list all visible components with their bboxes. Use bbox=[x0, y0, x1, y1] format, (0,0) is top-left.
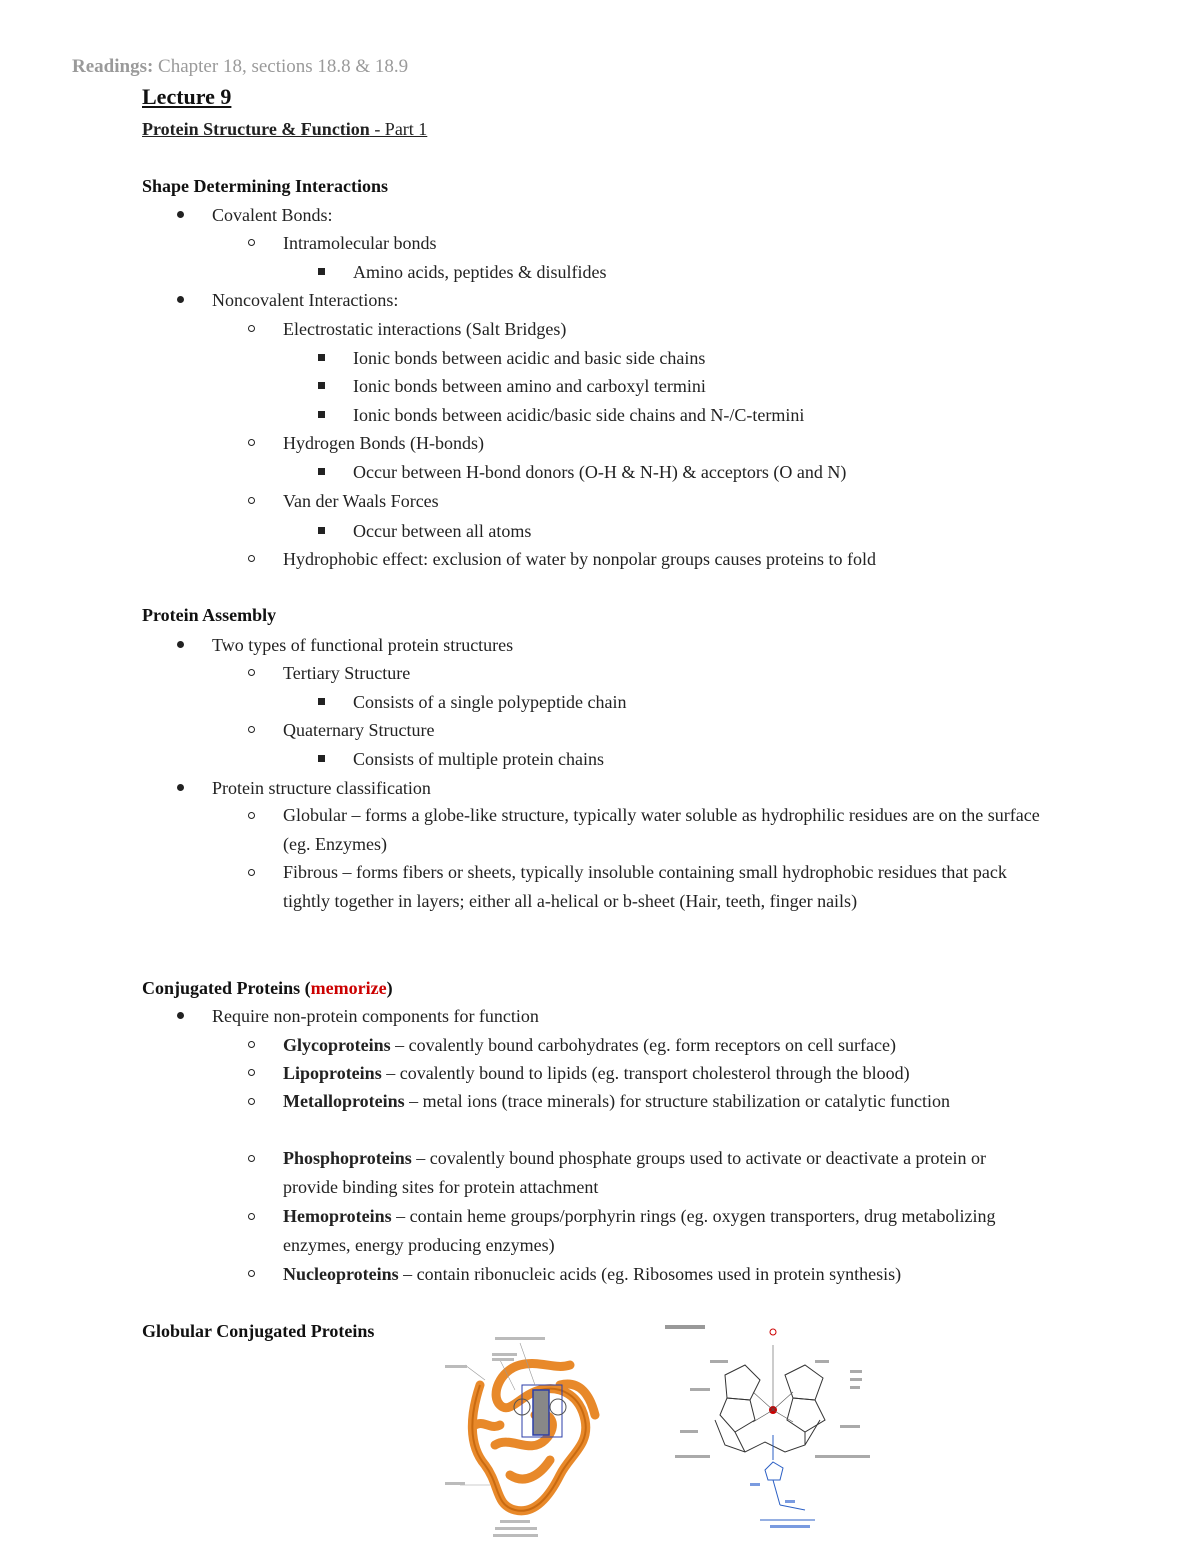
bullet-circle bbox=[248, 812, 255, 819]
bullet-disc bbox=[177, 296, 184, 303]
memorize-label: memorize bbox=[310, 978, 387, 998]
term: Metalloproteins bbox=[283, 1091, 405, 1111]
list-item: Amino acids, peptides & disulfides bbox=[353, 262, 607, 282]
lecture-subtitle bbox=[142, 118, 427, 140]
list-item: Intramolecular bonds bbox=[283, 233, 437, 253]
term-desc: – covalently bound phosphate groups used to activate or deactivate a protein or provide binding sites for protein attachment bbox=[283, 1148, 987, 1197]
list-item: Globular – forms a globe-like structure, typically water soluble as hydrophilic residues are on the surface (eg. Enzymes) bbox=[283, 805, 1040, 854]
list-item: Electrostatic interactions (Salt Bridges) bbox=[283, 319, 567, 339]
list-item: Consists of multiple protein chains bbox=[353, 749, 604, 769]
term: Hemoproteins bbox=[283, 1206, 392, 1226]
bullet-square bbox=[318, 268, 325, 275]
list-item: Van der Waals Forces bbox=[283, 491, 439, 511]
list-item: Hydrogen Bonds (H-bonds) bbox=[283, 433, 484, 453]
bullet-square bbox=[318, 382, 325, 389]
bullet-circle bbox=[248, 325, 255, 332]
bullet-circle bbox=[248, 1155, 255, 1162]
bullet-disc bbox=[177, 784, 184, 791]
conjugated-item bbox=[283, 1144, 1043, 1201]
term-desc: – covalently bound carbohydrates (eg. form receptors on cell surface) bbox=[390, 1035, 896, 1055]
section-heading-conjugated bbox=[142, 977, 393, 999]
histidine-ring bbox=[550, 1399, 566, 1415]
bullet-circle bbox=[248, 869, 255, 876]
heading-part: Conjugated Proteins ( bbox=[142, 978, 311, 998]
heme-structure-figure bbox=[665, 1320, 880, 1545]
bullet-circle bbox=[248, 1213, 255, 1220]
bullet-square bbox=[318, 527, 325, 534]
term: Nucleoproteins bbox=[283, 1264, 399, 1284]
list-item: Ionic bonds between amino and carboxyl termini bbox=[353, 376, 706, 396]
term: Phosphoproteins bbox=[283, 1148, 412, 1168]
bullet-circle bbox=[248, 497, 255, 504]
figure-caption-placeholder bbox=[665, 1325, 705, 1329]
list-item: Occur between H-bond donors (O-H & N-H) & acceptors (O and N) bbox=[353, 462, 847, 482]
bullet-circle bbox=[248, 726, 255, 733]
list-item: Two types of functional protein structures bbox=[212, 635, 514, 655]
conjugated-item bbox=[283, 1202, 1043, 1259]
term-desc: – metal ions (trace minerals) for structure stabilization or catalytic function bbox=[404, 1091, 950, 1111]
bullet-circle bbox=[248, 1098, 255, 1105]
subtitle-rest: - Part 1 bbox=[369, 119, 428, 139]
conjugated-item bbox=[283, 1263, 901, 1285]
bullet-disc bbox=[177, 211, 184, 218]
section-heading-shape: Shape Determining Interactions bbox=[142, 176, 388, 196]
section-heading-globular-conjugated: Globular Conjugated Proteins bbox=[142, 1321, 375, 1341]
bullet-square bbox=[318, 468, 325, 475]
list-item: Consists of a single polypeptide chain bbox=[353, 692, 627, 712]
bullet-square bbox=[318, 698, 325, 705]
histidine-ligand bbox=[760, 1435, 815, 1520]
term: Glycoproteins bbox=[283, 1035, 391, 1055]
list-item: Covalent Bonds: bbox=[212, 205, 333, 225]
conjugated-item bbox=[283, 1034, 896, 1056]
bullet-circle bbox=[248, 669, 255, 676]
list-item: Noncovalent Interactions: bbox=[212, 290, 399, 310]
heading-part: ) bbox=[386, 978, 393, 998]
list-item: Occur between all atoms bbox=[353, 521, 532, 541]
term-desc: – contain ribonucleic acids (eg. Ribosomes used in protein synthesis) bbox=[398, 1264, 902, 1284]
bullet-square bbox=[318, 411, 325, 418]
list-item: Fibrous – forms fibers or sheets, typically insoluble containing small hydrophobic residues that pack tightly together in layers; either all a-helical or b-sheet (Hair, teeth, finger nails) bbox=[283, 862, 1007, 911]
readings-text: Chapter 18, sections 18.8 & 18.9 bbox=[153, 56, 409, 77]
readings-label: Readings: bbox=[72, 56, 154, 77]
conjugated-item bbox=[283, 1087, 1043, 1116]
term-desc: – contain heme groups/porphyrin rings (eg. oxygen transporters, drug metabolizing enzymes, energy producing enzymes) bbox=[283, 1206, 996, 1255]
myoglobin-figure bbox=[440, 1325, 615, 1545]
bullet-circle bbox=[248, 439, 255, 446]
lecture-title: Lecture 9 bbox=[142, 84, 232, 109]
list-item: Ionic bonds between acidic and basic side chains bbox=[353, 348, 706, 368]
heme-group-shape bbox=[533, 1390, 549, 1435]
list-item: Quaternary Structure bbox=[283, 720, 435, 740]
list-item: Protein structure classification bbox=[212, 778, 431, 798]
list-item: Tertiary Structure bbox=[283, 663, 411, 683]
bullet-square bbox=[318, 354, 325, 361]
oxygen-atom-icon bbox=[770, 1329, 776, 1335]
term-desc: – covalently bound to lipids (eg. transport cholesterol through the blood) bbox=[381, 1063, 910, 1083]
bullet-disc bbox=[177, 1012, 184, 1019]
bullet-circle bbox=[248, 555, 255, 562]
bullet-circle bbox=[248, 1270, 255, 1277]
bullet-circle bbox=[248, 239, 255, 246]
bullet-circle bbox=[248, 1041, 255, 1048]
bullet-square bbox=[318, 755, 325, 762]
list-item: Ionic bonds between acidic/basic side chains and N-/C-termini bbox=[353, 405, 805, 425]
list-item: Require non-protein components for function bbox=[212, 1006, 539, 1026]
subtitle-bold: Protein Structure & Function bbox=[142, 119, 370, 139]
conjugated-item bbox=[283, 1062, 910, 1084]
bullet-circle bbox=[248, 1069, 255, 1076]
bullet-disc bbox=[177, 641, 184, 648]
section-heading-assembly: Protein Assembly bbox=[142, 605, 277, 625]
term: Lipoproteins bbox=[283, 1063, 382, 1083]
list-item: Hydrophobic effect: exclusion of water by nonpolar groups causes proteins to fold bbox=[283, 549, 877, 569]
readings-line bbox=[72, 56, 408, 78]
